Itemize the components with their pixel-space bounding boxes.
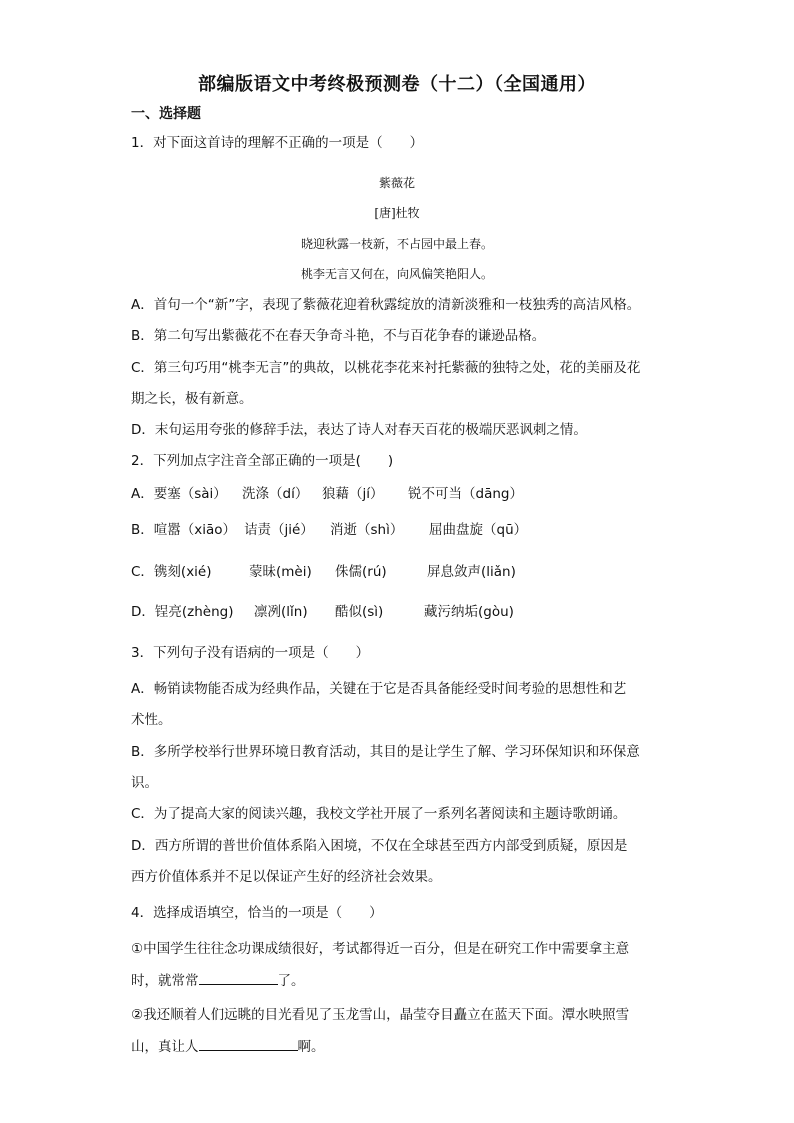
option-item: 屈曲盘旋（qū） — [429, 522, 528, 538]
question-1-option-a: A．首句一个“新”字，表现了紫薇花迎着秋露绽放的清新淡雅和一枝独秀的高洁风格。 — [131, 297, 641, 313]
question-3-option-d-line-1: D．西方所谓的普世价值体系陷入困境，不仅在全球甚至西方内部受到质疑，原因是 — [131, 838, 628, 854]
sentence-text: 山，真让人 — [131, 1039, 199, 1055]
option-item: 酷似(sì) — [335, 604, 384, 620]
question-4-sentence-1-line-2 — [131, 970, 305, 991]
fill-in-blank — [199, 970, 278, 985]
sentence-text: 了。 — [277, 973, 305, 989]
question-4-sentence-2-line-2 — [131, 1036, 325, 1057]
poem-line-1: 晓迎秋露一枝新，不占园中最上春。 — [300, 237, 493, 251]
question-1-option-d: D．末句运用夸张的修辞手法，表达了诗人对春天百花的极端厌恶讽刺之情。 — [131, 422, 587, 438]
poem-author: [唐]杜牧 — [374, 206, 420, 220]
question-1-stem: 1．对下面这首诗的理解不正确的一项是（ ） — [131, 135, 424, 151]
question-1-option-b: B．第二句写出紫薇花不在春天争奇斗艳，不与百花争春的谦逊品格。 — [131, 328, 546, 344]
question-3-option-b-line-2: 识。 — [131, 775, 158, 791]
option-item: 藏污纳垢(gòu) — [424, 604, 514, 620]
poem-title: 紫薇花 — [378, 176, 415, 190]
option-item: 侏儒(rú) — [335, 564, 387, 580]
sentence-text: 时，就常常 — [131, 973, 199, 989]
option-item: 凛冽(lǐn) — [254, 604, 308, 620]
question-3-stem: 3．下列句子没有语病的一项是（ ） — [131, 645, 370, 661]
question-2-stem: 2．下列加点字注音全部正确的一项是( ) — [131, 453, 394, 469]
option-item: 锐不可当（dāng） — [408, 486, 523, 502]
option-item: A．要塞（sài） — [131, 486, 227, 502]
option-item: 洗涤（dí） — [242, 486, 309, 502]
option-item: B．喧嚣（xiāo） — [131, 522, 237, 538]
poem-line-2: 桃李无言又何在，向风偏笑艳阳人。 — [300, 267, 493, 281]
option-item: 屏息敛声(liǎn) — [427, 564, 516, 580]
option-item: 蒙昧(mèi) — [249, 564, 312, 580]
option-item: 诘责（jié） — [244, 522, 314, 538]
option-item: D．锃亮(zhèng) — [131, 604, 234, 620]
question-1-option-c-line-2: 期之长，极有新意。 — [131, 391, 253, 407]
question-4-stem: 4．选择成语填空，恰当的一项是（ ） — [131, 905, 383, 921]
section-heading: 一、选择题 — [131, 106, 201, 122]
page-title: 部编版语文中考终极预测卷（十二）（全国通用） — [198, 74, 596, 95]
question-4-sentence-1-line-1: ①中国学生往往念功课成绩很好，考试都得近一百分，但是在研究工作中需要拿主意 — [131, 941, 630, 957]
question-3-option-a-line-2: 术性。 — [131, 712, 172, 728]
question-1-option-c-line-1: C．第三句巧用“桃李无言”的典故，以桃花李花来衬托紫薇的独特之处，花的美丽及花 — [131, 360, 641, 376]
option-item: 消逝（shì） — [330, 522, 404, 538]
question-3-option-c: C．为了提高大家的阅读兴趣，我校文学社开展了一系列名著阅读和主题诗歌朗诵。 — [131, 806, 627, 822]
question-4-sentence-2-line-1: ②我还顺着人们远眺的目光看见了玉龙雪山，晶莹夺目矗立在蓝天下面。潭水映照雪 — [131, 1007, 630, 1023]
question-3-option-d-line-2: 西方价值体系并不足以保证产生好的经济社会效果。 — [131, 869, 442, 885]
sentence-text: 啊。 — [297, 1039, 325, 1055]
option-item: C．镌刻(xié) — [131, 564, 212, 580]
fill-in-blank — [199, 1036, 298, 1051]
option-item: 狼藉（jí） — [322, 486, 384, 502]
question-3-option-b-line-1: B．多所学校举行世界环境日教育活动，其目的是让学生了解、学习环保知识和环保意 — [131, 744, 640, 760]
question-3-option-a-line-1: A．畅销读物能否成为经典作品，关键在于它是否具备能经受时间考验的思想性和艺 — [131, 681, 627, 697]
